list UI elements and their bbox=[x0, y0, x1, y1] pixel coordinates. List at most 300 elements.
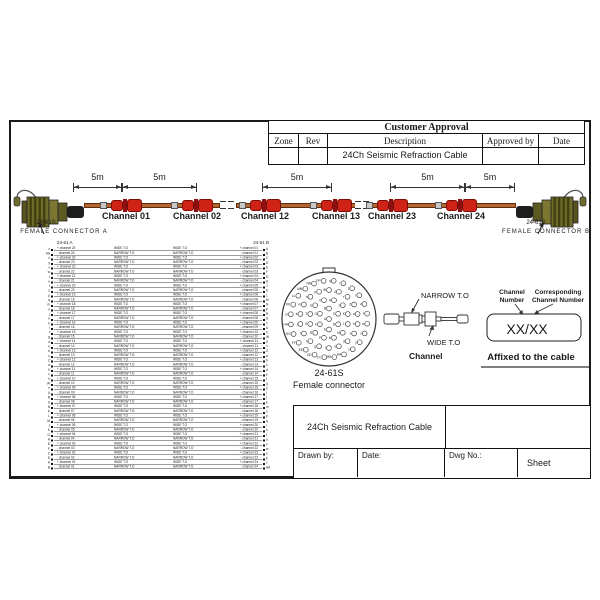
drawn-by-cell: Drawn by: bbox=[294, 449, 358, 477]
wire-line bbox=[54, 422, 262, 423]
connector-pin-letter: EE bbox=[298, 347, 303, 352]
right-channel-label: + channel 14 bbox=[239, 367, 258, 372]
connector-pin-letter: B bbox=[323, 306, 327, 311]
pin-letter-a: T bbox=[48, 386, 50, 391]
connector-pin-letter: S bbox=[305, 322, 308, 327]
pin-letter-b: B bbox=[266, 252, 269, 256]
pin-letter-a: v bbox=[48, 265, 50, 270]
pin-letter-b: r bbox=[266, 424, 268, 428]
connector-pin-letter: HH bbox=[283, 322, 288, 327]
left-takeout-type: WIDE T.O bbox=[114, 423, 129, 427]
channel-label: Channel 24 bbox=[436, 211, 485, 221]
left-channel-label: - channel 20 bbox=[57, 288, 75, 292]
left-takeout-type: NARROW T.O bbox=[114, 427, 135, 432]
pin-letter-a: z bbox=[48, 247, 50, 251]
right-channel-label: + channel 09 bbox=[239, 321, 258, 325]
left-channel-label: - channel 02 bbox=[57, 455, 75, 460]
pin-letter-a: C bbox=[47, 451, 50, 456]
pin-letter-a: k bbox=[48, 317, 50, 321]
dimension-arrowhead bbox=[466, 185, 471, 189]
left-channel-label: + channel 21 bbox=[57, 274, 76, 279]
right-channel-label: + channel 13 bbox=[239, 358, 258, 362]
pin-letter-b: u bbox=[266, 437, 268, 442]
pin-letter-a: n bbox=[48, 307, 50, 312]
connector-face-caption: Female connector bbox=[292, 380, 366, 390]
corresponding-note2: Channel Number bbox=[531, 297, 585, 304]
connector-pin-letter: f bbox=[325, 346, 327, 351]
left-channel-label: + channel 06 bbox=[57, 413, 76, 418]
pin-letter-a: K bbox=[47, 428, 50, 433]
pin-letter-b: x bbox=[266, 451, 268, 456]
right-channel-label: + channel 15 bbox=[239, 376, 258, 381]
left-takeout-type: WIDE T.O bbox=[114, 432, 129, 437]
pin-letter-a: N bbox=[47, 405, 50, 409]
pin-letter-a: m bbox=[47, 303, 50, 307]
right-channel-label: - channel 03 bbox=[240, 269, 258, 274]
pin-letter-b: c bbox=[266, 363, 268, 368]
left-channel-label: - channel 19 bbox=[57, 297, 75, 302]
takeout-mold-small bbox=[377, 200, 389, 211]
connector-pin-letter: G bbox=[314, 311, 317, 316]
right-channel-label: - channel 07 bbox=[240, 307, 258, 311]
connector-pin-letter: m bbox=[298, 302, 301, 307]
dwg-no-cell: Dwg No.: bbox=[445, 449, 518, 477]
connector-pin-letter: k bbox=[295, 312, 298, 317]
left-takeout-type: NARROW T.O bbox=[114, 269, 135, 274]
connector-pin-letter: F bbox=[315, 322, 317, 327]
pin-letter-b: A bbox=[266, 247, 269, 251]
wire-line bbox=[54, 278, 262, 279]
pin-letter-b: q bbox=[266, 419, 268, 423]
wire-line bbox=[54, 250, 262, 251]
wire-line bbox=[54, 352, 262, 353]
left-takeout-type: NARROW T.O bbox=[114, 455, 135, 460]
dust-cap bbox=[14, 197, 20, 206]
takeout-mold-small bbox=[182, 200, 194, 211]
narrow-leader bbox=[413, 299, 419, 310]
pin-letter-b: m bbox=[266, 405, 269, 409]
right-channel-label: - channel 22 bbox=[240, 446, 258, 451]
left-takeout-type: WIDE T.O bbox=[114, 441, 129, 446]
left-channel-label: - channel 01 bbox=[57, 465, 75, 469]
wire-line bbox=[54, 320, 262, 321]
dimension-label: 5m bbox=[483, 172, 497, 182]
pin-letter-a: w bbox=[47, 270, 50, 275]
wire-line bbox=[54, 450, 262, 451]
left-channel-label: + channel 18 bbox=[57, 302, 76, 306]
pin-letter-b: C bbox=[266, 256, 269, 261]
right-takeout-type: NARROW T.O bbox=[173, 297, 194, 302]
pin-letter-a: A bbox=[47, 461, 50, 465]
left-channel-label: + channel 14 bbox=[57, 339, 76, 344]
left-channel-label: + channel 10 bbox=[57, 376, 76, 381]
dimension-line bbox=[122, 187, 197, 188]
pin-letter-b: K bbox=[266, 289, 269, 293]
pin-letter-b: D bbox=[266, 261, 269, 265]
wire-line bbox=[54, 445, 262, 446]
connector-pin-letter: z bbox=[348, 347, 350, 352]
wire-line bbox=[54, 469, 262, 470]
right-channel-label: + channel 18 bbox=[239, 404, 258, 409]
pin-letter-a: q bbox=[48, 298, 50, 303]
pin-letter-b: d bbox=[266, 368, 268, 372]
connector-pin-letter: MM bbox=[297, 286, 303, 291]
cable-label-caption: Affixed to the cable bbox=[487, 352, 575, 363]
wire-line bbox=[54, 376, 262, 377]
left-takeout-type: WIDE T.O bbox=[114, 321, 129, 325]
channel-number-note2: Number bbox=[499, 297, 525, 304]
pin-letter-b: h bbox=[266, 386, 268, 391]
right-channel-label: - channel 01 bbox=[240, 251, 258, 255]
connector-rear bbox=[58, 203, 67, 221]
strain-relief-boot bbox=[516, 206, 533, 218]
right-takeout-type: WIDE T.O bbox=[173, 311, 188, 316]
wire-line bbox=[54, 459, 262, 460]
left-channel-label: + channel 07 bbox=[57, 404, 76, 409]
right-takeout-type: WIDE T.O bbox=[173, 441, 188, 446]
right-takeout-type: WIDE T.O bbox=[173, 423, 188, 427]
column-header-description: Description bbox=[328, 134, 483, 147]
dimension-span bbox=[262, 172, 332, 192]
connector-pin-letter: D bbox=[332, 322, 336, 327]
wiring-row bbox=[44, 465, 272, 470]
right-takeout-type: WIDE T.O bbox=[173, 386, 188, 390]
connector-pin-letter: R bbox=[309, 330, 313, 335]
wire-line bbox=[54, 413, 262, 414]
left-takeout-type: WIDE T.O bbox=[114, 311, 129, 316]
connector-pin-letter: AA bbox=[336, 352, 342, 357]
connector-pin-letter: v bbox=[362, 311, 365, 316]
pin-letter-b: H bbox=[266, 279, 269, 284]
pin-letter-b: M bbox=[266, 298, 269, 303]
left-takeout-type: WIDE T.O bbox=[114, 376, 129, 381]
pin-letter-b: V bbox=[266, 331, 269, 335]
wire-line bbox=[54, 371, 262, 372]
right-channel-label: - channel 05 bbox=[240, 288, 258, 292]
sheet-cell: Sheet bbox=[527, 458, 551, 468]
pin-letter-b: P bbox=[266, 307, 269, 312]
pin-letter-a: y bbox=[48, 261, 50, 265]
pin-letter-b: G bbox=[266, 275, 269, 279]
right-channel-label: + channel 22 bbox=[239, 441, 258, 446]
wire-line bbox=[54, 390, 262, 391]
cable-break-mark bbox=[355, 201, 361, 209]
left-takeout-type: WIDE T.O bbox=[114, 330, 129, 334]
left-channel-label: - channel 03 bbox=[57, 446, 75, 451]
wire-line bbox=[54, 348, 262, 349]
wire-line bbox=[54, 385, 262, 386]
right-takeout-type: WIDE T.O bbox=[173, 339, 188, 344]
left-takeout-type: NARROW T.O bbox=[114, 362, 135, 367]
right-channel-label: - channel 24 bbox=[240, 465, 258, 469]
pin-letter-a: V bbox=[47, 377, 50, 382]
connector-pin-letter: BB bbox=[327, 355, 332, 360]
dimension-label: 5m bbox=[153, 172, 166, 182]
takeout-end-cap bbox=[457, 315, 468, 323]
wire-line bbox=[54, 343, 262, 344]
pin-letter-a: W bbox=[46, 382, 50, 386]
right-takeout-type: WIDE T.O bbox=[173, 358, 188, 362]
right-takeout-type: NARROW T.O bbox=[173, 353, 194, 358]
pin-letter-a: f bbox=[49, 331, 50, 335]
right-channel-label: - channel 20 bbox=[240, 427, 258, 432]
right-takeout-type: WIDE T.O bbox=[173, 376, 188, 381]
pin-letter-a: g bbox=[48, 335, 50, 340]
left-takeout-type: NARROW T.O bbox=[114, 325, 135, 330]
connector-pin-letter: p bbox=[314, 289, 317, 294]
connector-pin-letter: q bbox=[329, 278, 331, 283]
cable-break-mark bbox=[228, 201, 234, 209]
right-takeout-type: NARROW T.O bbox=[173, 251, 194, 255]
left-takeout-type: WIDE T.O bbox=[114, 255, 129, 260]
pin-letter-b: e bbox=[266, 372, 268, 377]
right-takeout-type: WIDE T.O bbox=[173, 302, 188, 306]
right-channel-label: + channel 03 bbox=[239, 265, 258, 269]
wire-line bbox=[54, 255, 262, 256]
pin-letter-a: p bbox=[48, 293, 50, 298]
wire-line bbox=[54, 283, 262, 284]
right-channel-label: + channel 16 bbox=[239, 386, 258, 390]
right-channel-label: + channel 05 bbox=[239, 283, 258, 288]
right-takeout-type: NARROW T.O bbox=[173, 400, 194, 404]
dimension-line bbox=[390, 187, 465, 188]
description-value: 24Ch Seismic Refraction Cable bbox=[328, 148, 483, 164]
note2-arrowhead bbox=[534, 310, 540, 314]
connector-pin-letter: h bbox=[305, 339, 308, 344]
left-channel-label: + channel 01 bbox=[57, 460, 76, 464]
left-channel-label: + channel 20 bbox=[57, 283, 76, 288]
connector-pin-letter: L bbox=[343, 322, 345, 327]
takeout-splice bbox=[435, 202, 442, 209]
dimension-label: 5m bbox=[421, 172, 434, 182]
left-takeout-type: NARROW T.O bbox=[114, 353, 135, 358]
pin-letter-a: J bbox=[48, 424, 50, 428]
left-channel-label: + channel 09 bbox=[57, 386, 76, 390]
right-takeout-type: NARROW T.O bbox=[173, 372, 194, 376]
left-channel-label: - channel 12 bbox=[57, 362, 75, 367]
pin-letter-b: j bbox=[266, 396, 267, 400]
pin-letter-a: U bbox=[47, 391, 50, 395]
connector-a-name: FEMALE CONNECTOR A bbox=[20, 229, 108, 235]
wire-line bbox=[54, 431, 262, 432]
pin-letter-b: y bbox=[266, 456, 268, 461]
pin-letter-b: L bbox=[266, 293, 268, 298]
pin-letter-b: p bbox=[266, 414, 268, 419]
left-channel-label: + channel 05 bbox=[57, 423, 76, 427]
left-takeout-type: NARROW T.O bbox=[114, 372, 135, 376]
left-channel-label: + channel 19 bbox=[57, 293, 76, 297]
right-channel-label: + channel 02 bbox=[239, 255, 258, 260]
left-takeout-type: WIDE T.O bbox=[114, 367, 129, 372]
dimension-arrowhead bbox=[191, 185, 196, 189]
right-takeout-type: NARROW T.O bbox=[173, 279, 194, 283]
wire-line bbox=[54, 408, 262, 409]
pin-letter-a: H bbox=[47, 437, 50, 442]
left-takeout-type: WIDE T.O bbox=[114, 339, 129, 344]
takeout-splice bbox=[366, 202, 373, 209]
wire-line bbox=[54, 362, 262, 363]
left-channel-label: + channel 15 bbox=[57, 330, 76, 334]
connector-pin-letter: r bbox=[339, 281, 341, 286]
wire-line bbox=[54, 287, 262, 288]
right-channel-label: + channel 10 bbox=[239, 330, 258, 334]
wiring-header-connector-a: 24-61 A bbox=[57, 240, 73, 245]
channel-label: Channel 01 bbox=[101, 211, 150, 221]
right-channel-label: + channel 21 bbox=[239, 432, 258, 437]
connector-pin-letter: x bbox=[360, 331, 362, 336]
right-channel-label: - channel 08 bbox=[240, 316, 258, 320]
cable-label-detail bbox=[479, 283, 591, 373]
wire-line bbox=[54, 394, 262, 395]
connector-pin-letter: A bbox=[323, 317, 327, 322]
connector-pin-letter: c bbox=[349, 331, 352, 336]
right-takeout-type: WIDE T.O bbox=[173, 348, 188, 353]
connector-pin-letter: H bbox=[328, 298, 332, 303]
channel-label: Channel 02 bbox=[172, 211, 221, 221]
date-cell: Date: bbox=[358, 449, 445, 477]
pin-letter-a: b bbox=[48, 349, 50, 354]
takeout-cylinder bbox=[404, 313, 419, 325]
right-channel-label: + channel 23 bbox=[239, 451, 258, 455]
connector-pin-letter: g bbox=[314, 344, 317, 349]
right-takeout-type: NARROW T.O bbox=[173, 307, 194, 311]
right-takeout-type: WIDE T.O bbox=[173, 404, 188, 409]
connector-pin-letter: CC bbox=[316, 355, 322, 360]
connector-pin-letter: J bbox=[338, 303, 340, 308]
connector-pin-letter: t bbox=[355, 293, 357, 298]
pin-letter-b: n bbox=[266, 410, 268, 414]
takeout-splice bbox=[310, 202, 317, 209]
dimension-tick bbox=[331, 183, 332, 192]
left-channel-label: + channel 22 bbox=[57, 265, 76, 269]
connector-pin-letter: FF bbox=[291, 340, 296, 345]
connector-pin-letter: u bbox=[359, 302, 362, 307]
pin-letter-a: u bbox=[48, 279, 50, 284]
left-channel-label: - channel 04 bbox=[57, 437, 75, 441]
connector-pin-letter: Y bbox=[342, 294, 345, 299]
left-channel-label: - channel 17 bbox=[57, 316, 75, 320]
wire-line bbox=[54, 334, 262, 335]
connector-pin-letter: V bbox=[318, 298, 322, 303]
channel-label: Channel 23 bbox=[367, 211, 416, 221]
right-takeout-type: NARROW T.O bbox=[173, 437, 194, 441]
right-channel-label: - channel 10 bbox=[240, 334, 258, 339]
wiring-table bbox=[44, 239, 272, 471]
pin-letter-b: g bbox=[266, 382, 268, 386]
takeout-mold-small bbox=[321, 200, 333, 211]
right-channel-label: - channel 04 bbox=[240, 279, 258, 283]
left-takeout-type: WIDE T.O bbox=[114, 395, 129, 399]
connector-pin-letter: d bbox=[342, 339, 345, 344]
right-takeout-type: WIDE T.O bbox=[173, 432, 188, 437]
left-channel-label: + channel 13 bbox=[57, 348, 76, 353]
wiring-table-headers bbox=[44, 239, 272, 247]
left-takeout-type: NARROW T.O bbox=[114, 418, 135, 423]
connector-pin-letter: i bbox=[300, 331, 301, 336]
right-channel-label: - channel 21 bbox=[240, 437, 258, 441]
channel-label: Channel 12 bbox=[240, 211, 289, 221]
wire-line bbox=[54, 380, 262, 381]
right-channel-label: - channel 12 bbox=[240, 353, 258, 358]
pin-letter-b: Z bbox=[266, 349, 268, 354]
connector-rear bbox=[533, 203, 542, 221]
left-takeout-type: WIDE T.O bbox=[114, 358, 129, 362]
takeout-neck bbox=[436, 317, 441, 321]
right-takeout-type: WIDE T.O bbox=[173, 413, 188, 418]
corresponding-note: Corresponding bbox=[534, 289, 582, 296]
right-takeout-type: NARROW T.O bbox=[173, 260, 194, 265]
pin-letter-a: t bbox=[49, 275, 50, 279]
wire-line bbox=[54, 366, 262, 367]
dimension-arrowhead bbox=[263, 185, 268, 189]
left-takeout-type: NARROW T.O bbox=[114, 390, 135, 395]
right-channel-label: + channel 06 bbox=[239, 293, 258, 297]
right-channel-label: - channel 19 bbox=[240, 418, 258, 423]
title-block-empty-cell bbox=[446, 406, 590, 448]
connector-pin-letter: n bbox=[305, 294, 308, 299]
left-channel-label: - channel 15 bbox=[57, 334, 75, 339]
connector-pin-letter: JJ bbox=[284, 312, 288, 317]
left-channel-label: + channel 16 bbox=[57, 321, 76, 325]
wire-line bbox=[54, 404, 262, 405]
dimension-arrowhead bbox=[326, 185, 331, 189]
wire-line bbox=[54, 325, 262, 326]
pin-letter-a: AA bbox=[45, 252, 50, 256]
left-takeout-type: WIDE T.O bbox=[114, 386, 129, 390]
left-takeout-type: NARROW T.O bbox=[114, 297, 135, 302]
connector-pin-letter: a bbox=[352, 312, 355, 317]
pin-letter-a: h bbox=[48, 321, 50, 326]
connector-pin-letter: NN bbox=[306, 281, 312, 286]
left-takeout-type: NARROW T.O bbox=[114, 409, 135, 413]
connector-face-detail bbox=[281, 267, 378, 399]
right-takeout-type: NARROW T.O bbox=[173, 418, 194, 423]
left-channel-label: + channel 24 bbox=[57, 246, 76, 251]
pin-letter-a: R bbox=[47, 396, 50, 400]
right-takeout-type: WIDE T.O bbox=[173, 321, 188, 325]
channel-number-note: Channel bbox=[499, 289, 525, 296]
left-channel-label: - channel 14 bbox=[57, 344, 75, 348]
wire-line bbox=[54, 297, 262, 298]
left-takeout-type: WIDE T.O bbox=[114, 283, 129, 288]
column-header-approved-by: Approved by bbox=[483, 134, 539, 147]
right-channel-label: + channel 04 bbox=[239, 274, 258, 279]
connector-pin-letter: N bbox=[328, 335, 332, 340]
right-channel-label: - channel 02 bbox=[240, 260, 258, 265]
wire-line bbox=[54, 264, 262, 265]
right-takeout-type: NARROW T.O bbox=[173, 409, 194, 413]
pin-letter-a: x bbox=[48, 256, 50, 261]
left-takeout-type: WIDE T.O bbox=[114, 302, 129, 306]
right-channel-label: - channel 14 bbox=[240, 372, 258, 376]
left-takeout-type: NARROW T.O bbox=[114, 288, 135, 292]
wire-line bbox=[54, 427, 262, 428]
dimension-span bbox=[390, 172, 465, 192]
left-channel-label: - channel 13 bbox=[57, 353, 75, 358]
connector-pin-letter: GG bbox=[285, 332, 291, 337]
pin-letter-b: AA bbox=[266, 465, 271, 470]
wire-line bbox=[54, 292, 262, 293]
left-takeout-type: WIDE T.O bbox=[114, 274, 129, 279]
wire-line bbox=[54, 417, 262, 418]
title-block bbox=[293, 405, 591, 479]
right-channel-label: - channel 17 bbox=[240, 400, 258, 404]
left-channel-label: - channel 24 bbox=[57, 251, 75, 255]
pin-letter-b: a bbox=[266, 354, 268, 358]
wire-line bbox=[54, 399, 262, 400]
takeout-ring bbox=[419, 315, 422, 323]
pin-letter-b: s bbox=[266, 428, 268, 433]
